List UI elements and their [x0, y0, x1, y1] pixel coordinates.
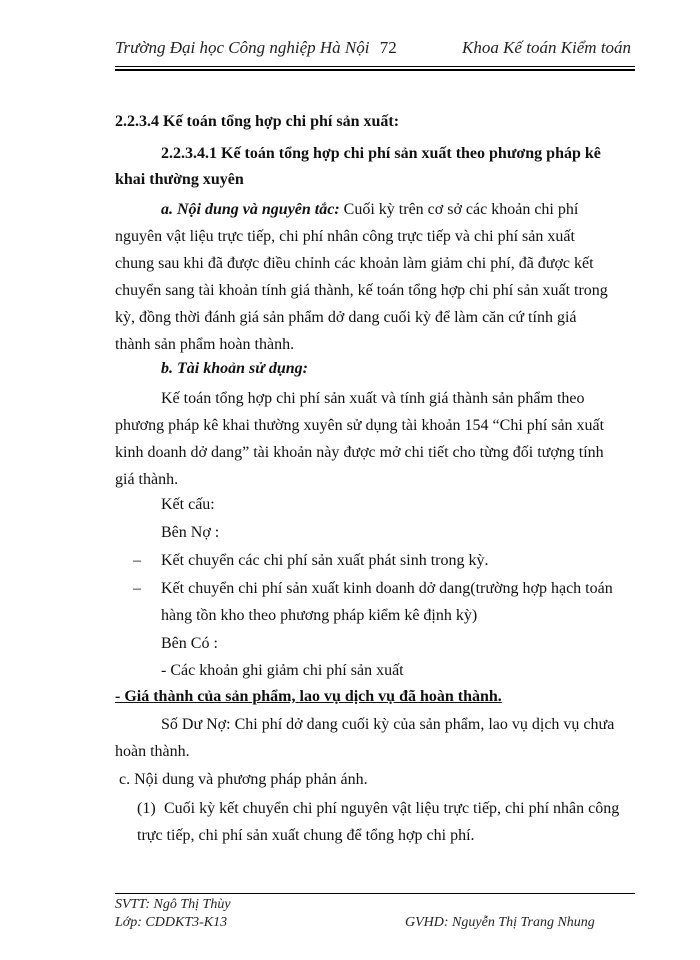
part-a-line: nguyên vật liệu trực tiếp, chi phí nhân công trực tiếp và chi phí sản xuất: [115, 228, 575, 245]
balance-line: Số Dư Nợ: Chi phí dở dang cuối kỳ của sản phẩm, lao vụ dịch vụ chưa: [161, 716, 615, 733]
structure-label: Kết cấu:: [161, 496, 215, 513]
student-name: Ngô Thị Thùy: [153, 897, 231, 912]
page-number: 72: [379, 38, 397, 57]
part-a-line: thành sản phẩm hoàn thành.: [115, 336, 295, 353]
part-b-paragraph: [115, 385, 635, 493]
part-b-line: giá thành.: [115, 471, 179, 488]
subsection-title: 2.2.3.4.1 Kế toán tổng hợp chi phí sản xuất theo phương pháp kê: [161, 145, 601, 162]
part-c-heading: c. Nội dung và phương pháp phản ánh.: [119, 771, 368, 788]
header-rule-double: [115, 69, 635, 71]
part-a-line: chuyển sang tài khoản tính giá thành, kế toán tổng hợp chi phí sản xuất trong: [115, 282, 608, 299]
debit-item-cont: hàng tồn kho theo phương pháp kiểm kê định kỳ): [161, 607, 478, 624]
part-b-line: phương pháp kê khai thường xuyên sử dụng tài khoản 154 “Chi phí sản xuất: [115, 417, 605, 434]
part-c-item: Cuối kỳ kết chuyển chi phí nguyên vật liệu trực tiếp, chi phí nhân công: [164, 800, 620, 817]
credit-item-bold: - Giá thành của sản phẩm, lao vụ dịch vụ đã hoàn thành.: [115, 688, 502, 705]
header-department: Khoa Kế toán Kiểm toán: [462, 38, 632, 57]
class-name: CDDKT3-K13: [145, 915, 228, 930]
part-b-heading: b. Tài khoản sử dụng:: [161, 360, 308, 377]
part-c-item-number: (1): [137, 800, 156, 817]
debit-item-bullet: –: [133, 580, 141, 597]
class-label: Lớp:: [115, 915, 142, 930]
footer-class: [115, 915, 227, 931]
footer-advisor: [405, 915, 595, 931]
debit-item: Kết chuyển các chi phí sản xuất phát sinh trong kỳ.: [161, 552, 489, 569]
footer-student: [115, 897, 231, 913]
part-b-line: Kế toán tổng hợp chi phí sản xuất và tính giá thành sản phẩm theo: [161, 390, 585, 407]
part-a-line: Cuối kỳ trên cơ sở các khoản chi phí: [339, 201, 579, 218]
part-c-item-cont: trực tiếp, chi phí sản xuất chung để tổng hợp chi phí.: [137, 827, 475, 844]
credit-label: Bên Có :: [161, 635, 218, 652]
part-a-paragraph: [115, 196, 635, 358]
header-rule: [115, 66, 635, 67]
header-school: [115, 38, 397, 58]
student-label: SVTT:: [115, 897, 151, 912]
advisor-name: Nguyễn Thị Trang Nhung: [452, 915, 595, 930]
part-a-line: kỳ, đồng thời đánh giá sản phẩm dở dang cuối kỳ để làm căn cứ tính giá: [115, 309, 577, 326]
part-b-line: kinh doanh dở dang” tài khoản này được mở chi tiết cho từng đối tượng tính: [115, 444, 604, 461]
credit-item: - Các khoản ghi giảm chi phí sản xuất: [161, 662, 404, 679]
balance-line-cont: hoàn thành.: [115, 743, 190, 760]
debit-label: Bên Nợ :: [161, 524, 220, 541]
debit-item-bullet: –: [133, 552, 141, 569]
advisor-label: GVHD:: [405, 915, 449, 930]
section-title: 2.2.3.4 Kế toán tổng hợp chi phí sản xuất:: [115, 113, 400, 130]
footer-rule: [115, 893, 635, 894]
subsection-title-cont: khai thường xuyên: [115, 171, 244, 188]
part-a-line: chung sau khi đã được điều chỉnh các khoản làm giảm chi phí, đã được kết: [115, 255, 594, 272]
part-a-heading: a. Nội dung và nguyên tắc:: [161, 201, 340, 218]
debit-item: Kết chuyển chi phí sản xuất kinh doanh dở dang(trường hợp hạch toán: [161, 580, 613, 597]
header-school-name: Trường Đại học Công nghiệp Hà Nội: [115, 38, 370, 57]
